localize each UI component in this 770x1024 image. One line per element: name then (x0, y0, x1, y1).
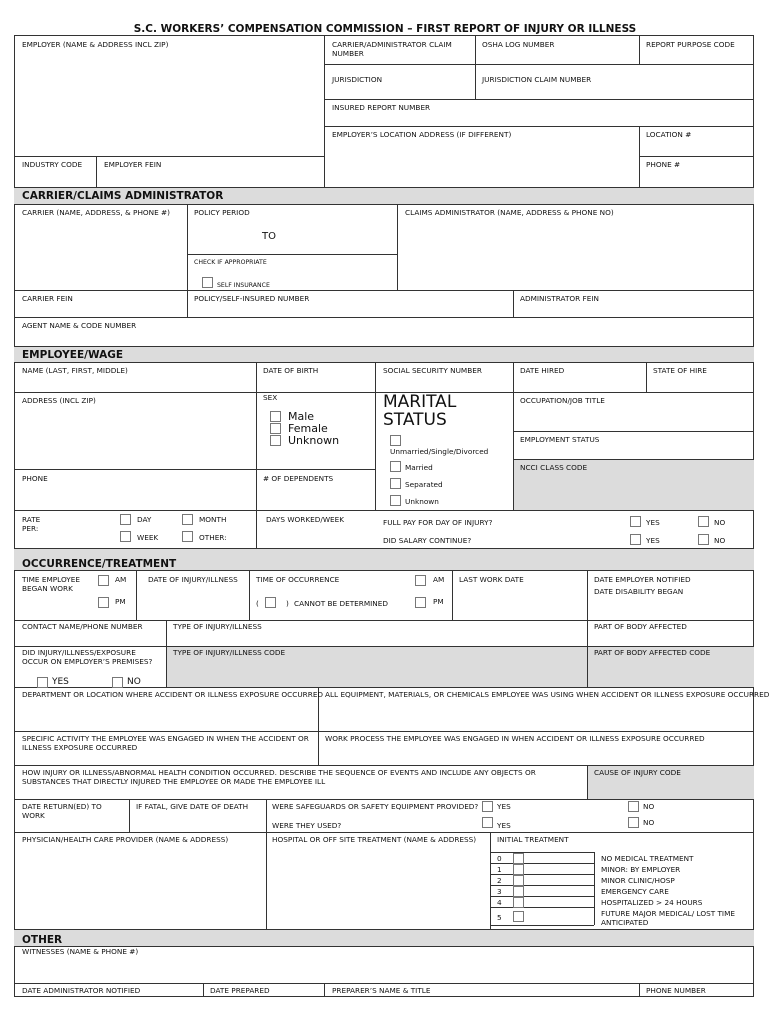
cannot-determine-checkbox[interactable] (265, 597, 276, 608)
male-label: Male (288, 410, 315, 423)
occurrence-am-label: AM (433, 575, 445, 584)
marital-label: MARITAL (383, 392, 457, 412)
policy-period-label: POLICY PERIOD (194, 208, 250, 217)
carrier-name-label: CARRIER (NAME, ADDRESS, & PHONE #) (22, 208, 171, 217)
policy-to-label: TO (262, 231, 276, 242)
treatment-code-5: 5 (497, 913, 502, 922)
unmarried-checkbox[interactable] (390, 435, 401, 446)
jurisdiction-claim-label: JURISDICTION CLAIM NUMBER (482, 75, 592, 84)
sex-unknown-checkbox[interactable] (270, 435, 281, 446)
treatment-2-checkbox[interactable] (513, 875, 524, 886)
employee-name-label: NAME (LAST, FIRST, MIDDLE) (22, 366, 128, 375)
dob-label: DATE OF BIRTH (263, 366, 319, 375)
if-fatal-label: IF FATAL, GIVE DATE OF DEATH (136, 802, 249, 811)
industry-code-label: INDUSTRY CODE (22, 160, 83, 169)
rate-day-label: DAY (137, 515, 152, 524)
type-injury-label: TYPE OF INJURY/ILLNESS (173, 622, 262, 631)
full-pay-yes-checkbox[interactable] (630, 516, 641, 527)
sex-unknown-label: Unknown (288, 434, 340, 447)
physician-label: PHYSICIAN/HEALTH CARE PROVIDER (NAME & ADDRESS) (22, 835, 229, 844)
section-employee (14, 346, 754, 363)
department-label: DEPARTMENT OR LOCATION WHERE ACCIDENT OR ILLNESS EXPOSURE OCCURRED (22, 690, 324, 699)
preparer-label: PREPARER’S NAME & TITLE (332, 986, 431, 995)
rate-week-checkbox[interactable] (120, 531, 131, 542)
treatment-4-label: HOSPITALIZED > 24 HOURS (601, 898, 703, 907)
rate-month-label: MONTH (199, 515, 227, 524)
occurrence-pm-label: PM (433, 597, 444, 606)
part-body-label: PART OF BODY AFFECTED (594, 622, 687, 631)
treatment-0-label: NO MEDICAL TREATMENT (601, 854, 694, 863)
hospital-label: HOSPITAL OR OFF SITE TREATMENT (NAME & ADDRESS) (272, 835, 477, 844)
treatment-4-checkbox[interactable] (513, 897, 524, 908)
claims-admin-label: CLAIMS ADMINISTRATOR (NAME, ADDRESS & PHONE NO) (405, 208, 614, 217)
premises-yes-label: YES (52, 677, 69, 687)
married-label: Married (405, 463, 433, 472)
address-label: ADDRESS (INCL ZIP) (22, 396, 96, 405)
unmarried-label: Unmarried/Single/Divorced (390, 447, 489, 456)
treatment-5-checkbox[interactable] (513, 911, 524, 922)
began-am-label: AM (115, 575, 127, 584)
used-no-checkbox[interactable] (628, 817, 639, 828)
section-occurrence (14, 548, 754, 571)
cause-code-label: CAUSE OF INJURY CODE (594, 768, 681, 777)
occupation-label: OCCUPATION/JOB TITLE (520, 396, 605, 405)
treatment-1-checkbox[interactable] (513, 864, 524, 875)
type-code-label: TYPE OF INJURY/ILLNESS CODE (173, 648, 286, 657)
admin-fein-label: ADMINISTRATOR FEIN (520, 294, 599, 303)
on-premises-label: DID INJURY/ILLNESS/EXPOSURE OCCUR ON EMPLOYER’S PREMISES? (22, 648, 153, 666)
treatment-5-label: FUTURE MAJOR MEDICAL/ LOST TIME ANTICIPATED (601, 909, 735, 927)
premises-yes-checkbox[interactable] (37, 677, 48, 688)
osha-log-label: OSHA LOG NUMBER (482, 40, 555, 49)
date-injury-label: DATE OF INJURY/ILLNESS (148, 575, 238, 584)
occurrence-pm-checkbox[interactable] (415, 597, 426, 608)
date-admin-label: DATE ADMINISTRATOR NOTIFIED (22, 986, 141, 995)
last-work-label: LAST WORK DATE (459, 575, 524, 584)
carrier-fein-label: CARRIER FEIN (22, 294, 73, 303)
married-checkbox[interactable] (390, 461, 401, 472)
agent-label: AGENT NAME & CODE NUMBER (22, 321, 137, 330)
female-label: Female (288, 422, 328, 435)
treatment-code-2: 2 (497, 876, 502, 885)
salary-no-checkbox[interactable] (698, 534, 709, 545)
witnesses-label: WITNESSES (NAME & PHONE #) (22, 947, 139, 956)
marital-unknown-checkbox[interactable] (390, 495, 401, 506)
treatment-3-checkbox[interactable] (513, 886, 524, 897)
employment-status-label: EMPLOYMENT STATUS (520, 435, 600, 444)
began-pm-checkbox[interactable] (98, 597, 109, 608)
rate-day-checkbox[interactable] (120, 514, 131, 525)
dependents-label: # OF DEPENDENTS (263, 474, 334, 483)
separated-label: Separated (405, 480, 443, 489)
ncci-label: NCCI CLASS CODE (520, 463, 588, 472)
full-pay-yes-label: YES (646, 518, 660, 527)
salary-label: DID SALARY CONTINUE? (383, 536, 472, 545)
contact-label: CONTACT NAME/PHONE NUMBER (22, 622, 143, 631)
rate-label: RATE (22, 515, 41, 524)
were-used-label: WERE THEY USED? (272, 821, 342, 830)
treatment-3-label: EMERGENCY CARE (601, 887, 669, 896)
full-pay-no-checkbox[interactable] (698, 516, 709, 527)
jurisdiction-label: JURISDICTION (332, 75, 383, 84)
carrier-claim-label: CARRIER/ADMINISTRATOR CLAIM NUMBER (332, 40, 452, 58)
equipment-label: ALL EQUIPMENT, MATERIALS, OR CHEMICALS EMPLOYEE WAS USING WHEN ACCIDENT OR ILLNESS EXPOSURE OCCURRED (325, 690, 770, 699)
check-if-label: CHECK IF APPROPRIATE (194, 259, 267, 266)
date-disability-label: DATE DISABILITY BEGAN (594, 587, 684, 596)
insured-report-label: INSURED REPORT NUMBER (332, 103, 431, 112)
work-process-label: WORK PROCESS THE EMPLOYEE WAS ENGAGED IN WHEN ACCIDENT OR ILLNESS EXPOSURE OCCURRED (325, 734, 705, 743)
report-purpose-label: REPORT PURPOSE CODE (646, 40, 735, 49)
male-checkbox[interactable] (270, 411, 281, 422)
safeguards-no-checkbox[interactable] (628, 801, 639, 812)
female-checkbox[interactable] (270, 423, 281, 434)
rate-other-label: OTHER: (199, 533, 227, 542)
paren-open: ( (256, 599, 259, 608)
section-other (14, 929, 754, 947)
status-label: STATUS (383, 410, 447, 430)
per-label: PER: (22, 524, 39, 533)
section-carrier (14, 187, 754, 205)
section-carrier-title: CARRIER/CLAIMS ADMINISTRATOR (22, 190, 224, 202)
rate-other-checkbox[interactable] (182, 531, 193, 542)
self-insurance-label: SELF INSURANCE (217, 282, 270, 289)
premises-no-label: NO (127, 677, 141, 687)
paren-close: ) (286, 599, 289, 608)
rate-month-checkbox[interactable] (182, 514, 193, 525)
treatment-1-label: MINOR: BY EMPLOYER (601, 865, 681, 874)
time-occurrence-label: TIME OF OCCURRENCE (256, 575, 340, 584)
days-worked-label: DAYS WORKED/WEEK (266, 515, 345, 524)
activity-label: SPECIFIC ACTIVITY THE EMPLOYEE WAS ENGAGED IN WHEN THE ACCIDENT OR ILLNESS EXPOSURE OCCURRED (22, 734, 309, 752)
treatment-code-table (490, 852, 594, 926)
premises-no-checkbox[interactable] (112, 677, 123, 688)
treatment-code-1: 1 (497, 865, 502, 874)
policy-number-label: POLICY/SELF-INSURED NUMBER (194, 294, 310, 303)
location-address-label: EMPLOYER’S LOCATION ADDRESS (IF DIFFERENT) (332, 130, 512, 139)
phone-label: PHONE # (646, 160, 681, 169)
began-pm-label: PM (115, 597, 126, 606)
safeguards-yes-label: YES (497, 802, 511, 811)
ssn-label: SOCIAL SECURITY NUMBER (383, 366, 482, 375)
full-pay-label: FULL PAY FOR DAY OF INJURY? (383, 518, 493, 527)
salary-yes-label: YES (646, 536, 660, 545)
safeguards-label: WERE SAFEGUARDS OR SAFETY EQUIPMENT PROVIDED? (272, 802, 479, 811)
how-label: HOW INJURY OR ILLNESS/ABNORMAL HEALTH CONDITION OCCURRED. DESCRIBE THE SEQUENCE OF EVENTS AND INCLUDE ANY OBJECTS OR SUBSTANCES THAT DIRECTLY INJURED THE EMPLOYEE OR MADE THE EMPLOYEE ILL (22, 768, 536, 786)
treatment-2-label: MINOR CLINIC/HOSP (601, 876, 675, 885)
time-began-label: TIME EMPLOYEE BEGAN WORK (22, 575, 80, 593)
cannot-determine-label: CANNOT BE DETERMINED (294, 599, 388, 608)
employee-phone-label: PHONE (22, 474, 48, 483)
full-pay-no-label: NO (714, 518, 726, 527)
date-returned-label: DATE RETURN(ED) TO WORK (22, 802, 102, 820)
date-notified-label: DATE EMPLOYER NOTIFIED (594, 575, 691, 584)
safeguards-no-label: NO (643, 802, 655, 811)
treatment-code-4: 4 (497, 898, 502, 907)
treatment-0-checkbox[interactable] (513, 853, 524, 864)
location-number-label: LOCATION # (646, 130, 692, 139)
began-am-checkbox[interactable] (98, 575, 109, 586)
section-other-title: OTHER (22, 934, 63, 946)
salary-yes-checkbox[interactable] (630, 534, 641, 545)
safeguards-yes-checkbox[interactable] (482, 801, 493, 812)
treatment-code-0: 0 (497, 854, 502, 863)
date-prepared-label: DATE PREPARED (210, 986, 270, 995)
employer-fein-label: EMPLOYER FEIN (104, 160, 162, 169)
self-insurance-checkbox[interactable] (202, 277, 213, 288)
separated-checkbox[interactable] (390, 478, 401, 489)
occurrence-am-checkbox[interactable] (415, 575, 426, 586)
used-yes-checkbox[interactable] (482, 817, 493, 828)
phone-number-label: PHONE NUMBER (646, 986, 706, 995)
used-yes-label: YES (497, 821, 511, 830)
used-no-label: NO (643, 818, 655, 827)
section-employee-title: EMPLOYEE/WAGE (22, 349, 123, 361)
state-hire-label: STATE OF HIRE (653, 366, 707, 375)
date-hired-label: DATE HIRED (520, 366, 565, 375)
rate-week-label: WEEK (137, 533, 159, 542)
initial-treatment-label: INITIAL TREATMENT (497, 835, 569, 844)
marital-unknown-label: Unknown (405, 497, 439, 506)
salary-no-label: NO (714, 536, 726, 545)
employer-label: EMPLOYER (NAME & ADDRESS INCL ZIP) (22, 40, 169, 49)
form-title: S.C. WORKERS’ COMPENSATION COMMISSION – FIRST REPORT OF INJURY OR ILLNESS (133, 23, 637, 35)
part-code-label: PART OF BODY AFFECTED CODE (594, 648, 711, 657)
treatment-code-3: 3 (497, 887, 502, 896)
sex-label: SEX (263, 393, 278, 402)
section-occurrence-title: OCCURRENCE/TREATMENT (22, 558, 177, 570)
